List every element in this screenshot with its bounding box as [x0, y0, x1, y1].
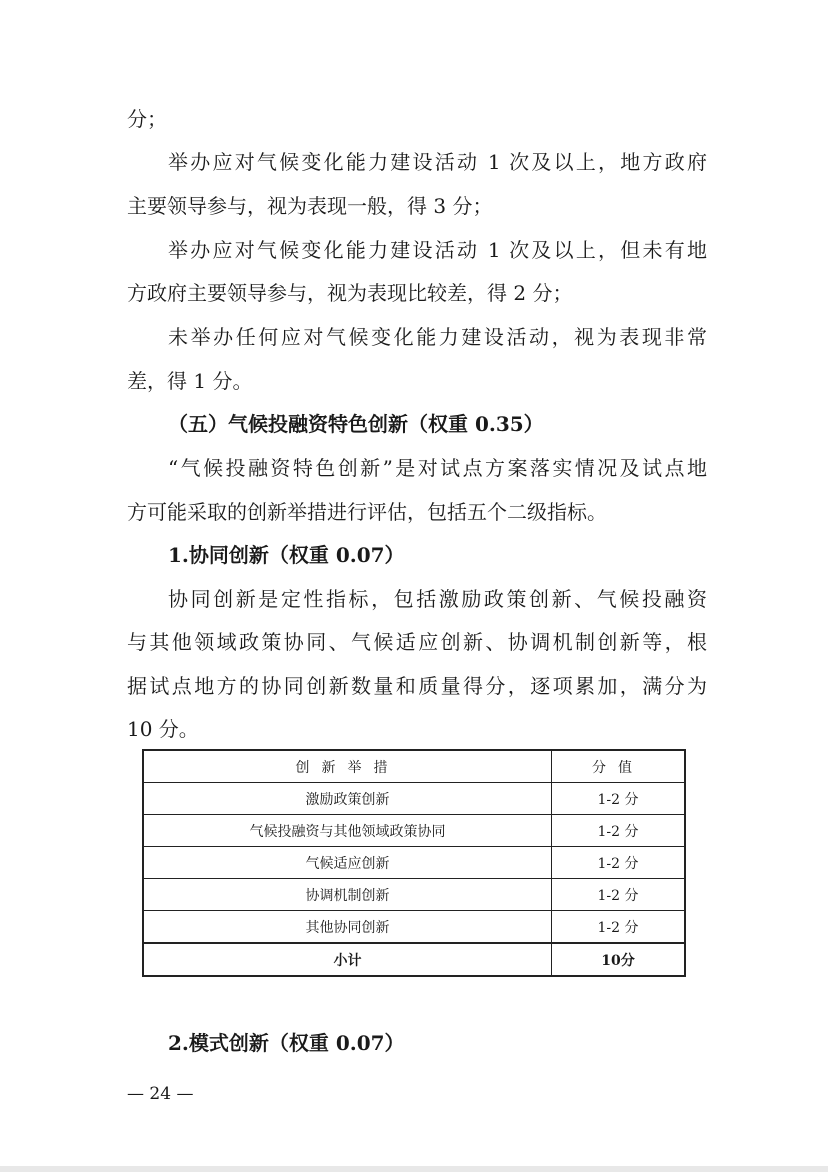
total-score: 10分 — [552, 943, 686, 976]
subsection-heading: 1.协同创新（权重 0.07） — [168, 543, 405, 567]
column-header-measure: 创新举措 — [143, 750, 552, 783]
table-row — [143, 847, 685, 879]
paragraph-line: 差，得 1 分。 — [127, 369, 253, 393]
total-label: 小计 — [143, 943, 552, 976]
page-number: — 24 — — [127, 1084, 194, 1104]
score-cell: 1-2 分 — [552, 847, 686, 879]
paragraph-line: 方政府主要领导参与，视为表现比较差，得 2 分； — [127, 281, 573, 305]
paragraph-line: 与其他领域政策协同、气候适应创新、协调机制创新等，根 — [127, 630, 707, 654]
score-cell: 1-2 分 — [552, 911, 686, 944]
paragraph-line: 举办应对气候变化能力建设活动 1 次及以上，但未有地 — [168, 238, 707, 262]
table-row — [143, 815, 685, 847]
paragraph-line: “气候投融资特色创新”是对试点方案落实情况及试点地 — [168, 456, 707, 480]
measure-cell: 激励政策创新 — [143, 783, 552, 815]
paragraph-line: 主要领导参与，视为表现一般，得 3 分； — [127, 194, 493, 218]
innovation-score-table — [142, 749, 686, 977]
table-row — [143, 879, 685, 911]
subsection-heading: 2.模式创新（权重 0.07） — [168, 1031, 405, 1055]
column-header-score: 分值 — [552, 750, 686, 783]
paragraph-line: 分； — [127, 107, 167, 131]
paragraph-line: 10 分。 — [127, 717, 199, 741]
paragraph-line: 据试点地方的协同创新数量和质量得分，逐项累加，满分为 — [127, 674, 707, 698]
horizontal-scrollbar[interactable] — [0, 1166, 828, 1172]
table-row — [143, 911, 685, 944]
section-heading: （五）气候投融资特色创新（权重 0.35） — [168, 412, 544, 436]
score-cell: 1-2 分 — [552, 783, 686, 815]
score-cell: 1-2 分 — [552, 879, 686, 911]
paragraph-line: 方可能采取的创新举措进行评估，包括五个二级指标。 — [127, 500, 607, 524]
table-total-row — [143, 943, 685, 976]
measure-cell: 协调机制创新 — [143, 879, 552, 911]
table-row — [143, 783, 685, 815]
paragraph-line: 协同创新是定性指标，包括激励政策创新、气候投融资 — [168, 587, 707, 611]
paragraph-line: 未举办任何应对气候变化能力建设活动，视为表现非常 — [168, 325, 707, 349]
measure-cell: 气候适应创新 — [143, 847, 552, 879]
measure-cell: 气候投融资与其他领域政策协同 — [143, 815, 552, 847]
measure-cell: 其他协同创新 — [143, 911, 552, 944]
score-cell: 1-2 分 — [552, 815, 686, 847]
paragraph-line: 举办应对气候变化能力建设活动 1 次及以上，地方政府 — [168, 150, 707, 174]
table-header-row — [143, 750, 685, 783]
